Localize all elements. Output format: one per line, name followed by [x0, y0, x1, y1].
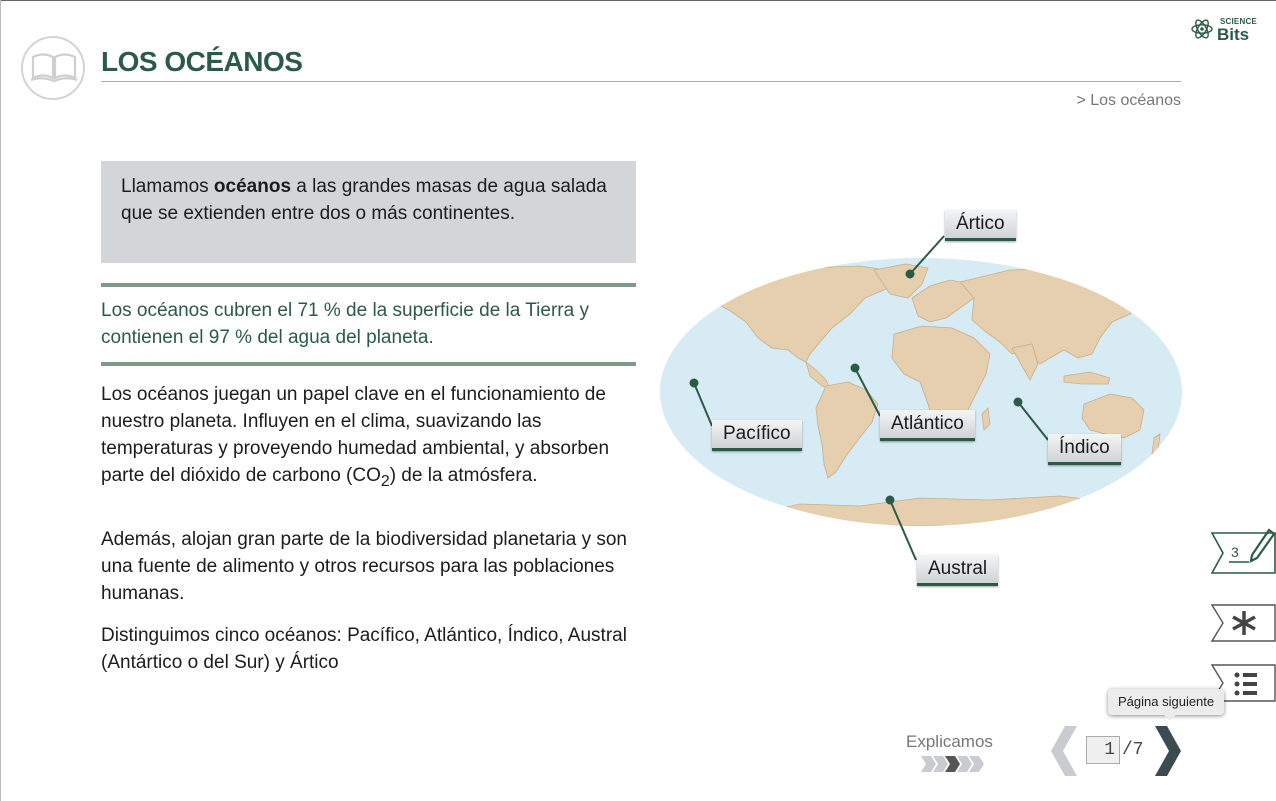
highlight-rule-bottom	[101, 362, 636, 366]
world-map	[660, 258, 1182, 526]
map-label-artico[interactable]: Ártico	[945, 210, 1016, 241]
next-page-arrow[interactable]	[1153, 726, 1181, 776]
breadcrumb[interactable]: > Los océanos	[1076, 92, 1181, 109]
notes-count: 3	[1231, 544, 1239, 560]
page-total: /7	[1122, 740, 1144, 760]
map-label-austral[interactable]: Austral	[917, 555, 998, 586]
paragraph-role	[101, 381, 636, 495]
highlight-rule-top	[101, 283, 636, 287]
logo-text-bottom: Bits	[1217, 25, 1250, 44]
definition-box	[101, 161, 636, 263]
paragraph-five-oceans: Distinguimos cinco océanos: Pacífico, Atlántico, Índico, Austral (Antártico o del Sur) y Ártico	[101, 625, 627, 673]
atom-icon	[1190, 17, 1214, 41]
co2-subscript: 2	[380, 472, 390, 490]
paragraph-role-text: Los océanos juegan un papel clave en el funcionamiento de nuestro planeta. Influyen en el clima, suavizando las temperaturas y proveyendo humedad ambiental, y absorben parte del dióxido de carbono (CO	[101, 384, 610, 486]
page-number-input[interactable]: 1	[1086, 736, 1120, 764]
notes-button[interactable]	[1211, 532, 1276, 570]
map-label-indico[interactable]: Índico	[1048, 434, 1121, 465]
glossary-button[interactable]	[1211, 604, 1276, 642]
definition-text-end: a las grandes masas de agua salada que se extienden entre dos o más continentes.	[121, 176, 607, 224]
section-progress-chevrons	[921, 756, 985, 772]
paragraph-role-end: ) de la atmósfera.	[389, 465, 538, 486]
page-title: LOS OCÉANOS	[101, 46, 303, 77]
highlight-text: Los océanos cubren el 71 % de la superficie de la Tierra y contienen el 97 % del agua del planeta.	[101, 300, 589, 348]
pencil-icon	[1247, 528, 1275, 564]
paragraph-biodiversity: Además, alojan gran parte de la biodiversidad planetaria y son una fuente de alimento y otros recursos para las poblaciones humanas.	[101, 529, 627, 604]
sciencebits-logo	[1190, 15, 1260, 45]
definition-text-start: Llamamos	[121, 176, 214, 197]
logo-text-top: SCIENCE	[1220, 17, 1257, 26]
map-label-atlantico[interactable]: Atlántico	[880, 410, 975, 441]
left-border	[0, 0, 1, 801]
previous-page-arrow[interactable]	[1051, 726, 1079, 776]
map-label-pacifico[interactable]: Pacífico	[712, 420, 802, 451]
list-icon	[1235, 673, 1258, 696]
title-divider	[101, 81, 1181, 82]
next-page-tooltip: Página siguiente	[1108, 689, 1224, 715]
book-icon[interactable]	[21, 36, 85, 100]
section-label: Explicamos	[906, 732, 993, 751]
definition-term: océanos	[213, 176, 292, 197]
top-border	[0, 0, 1276, 1]
